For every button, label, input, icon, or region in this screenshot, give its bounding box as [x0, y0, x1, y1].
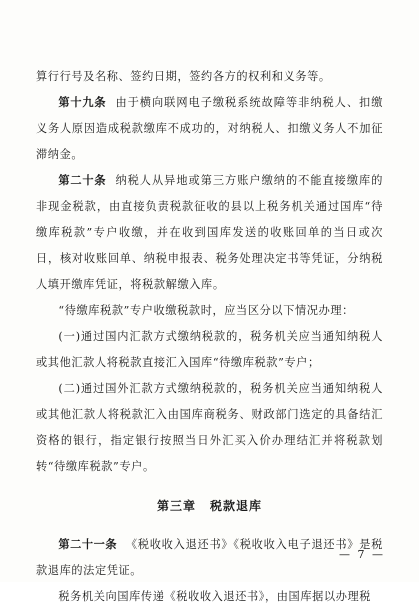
- paragraph-pending-account: [36, 298, 383, 324]
- paragraph-text: “待缴库税款”专户收缴税款时，应当区分以下情况办理：: [58, 304, 354, 317]
- paragraph-text: 税务机关向国库传递《税收收入退还书》，由国库据以办理税: [58, 590, 372, 603]
- paragraph-text: (一)通过国内汇款方式缴纳税款的，税务机关应当通知纳税人或其他汇款人将税款直接汇入国库“待缴库税款”专户；: [36, 330, 383, 369]
- page-number: — 7 —: [339, 548, 385, 561]
- chapter-number: 第三章: [156, 499, 196, 513]
- paragraph-refund-transfer: [36, 584, 383, 610]
- paragraph-text: 纳税人从异地或第三方账户缴纳的不能直接缴库的非现金税款，由直接负责税款征收的县以上税务机关通过国库“待缴库税款”专户收缴，并在收到国库发送的收账回单的当日或次日，核对收账回单、纳税申报表、税务处理决定书等凭证，分纳税人填开缴库凭证，将税款解缴入库。: [36, 174, 384, 291]
- article-21: [36, 532, 383, 584]
- article-number: 第十九条: [58, 96, 107, 109]
- article-20: [36, 168, 383, 298]
- paragraph-item-2: [36, 376, 383, 480]
- chapter-title: 税款退库: [210, 499, 263, 513]
- paragraph-text: (二)通过国外汇款方式缴纳税款的，税务机关应当通知纳税人或其他汇款人将税款汇入由国库商税务、财政部门选定的具备结汇资格的银行，指定银行按照当日外汇买入价办理结汇并将税款划转“待缴库税款”专户。: [36, 382, 383, 473]
- paragraph-item-1: [36, 324, 383, 376]
- article-number: 第二十条: [58, 174, 107, 187]
- article-number: 第二十一条: [58, 538, 118, 551]
- document-body: [36, 64, 383, 610]
- paragraph-text: 《税收收入退还书》《税收收入电子退还书》是税款退库的法定凭证。: [36, 538, 383, 577]
- article-spacer: [117, 538, 126, 551]
- paragraph-text: 由于横向联网电子缴税系统故障等非纳税人、扣缴义务人原因造成税款缴库不成功的，对纳税人、扣缴义务人不加征滞纳金。: [36, 96, 384, 161]
- article-19: [36, 90, 383, 168]
- paragraph-text: 算行行号及名称、签约日期，签约各方的权利和义务等。: [36, 70, 331, 83]
- paragraph-continuation: [36, 64, 383, 90]
- chapter-heading: [36, 494, 383, 518]
